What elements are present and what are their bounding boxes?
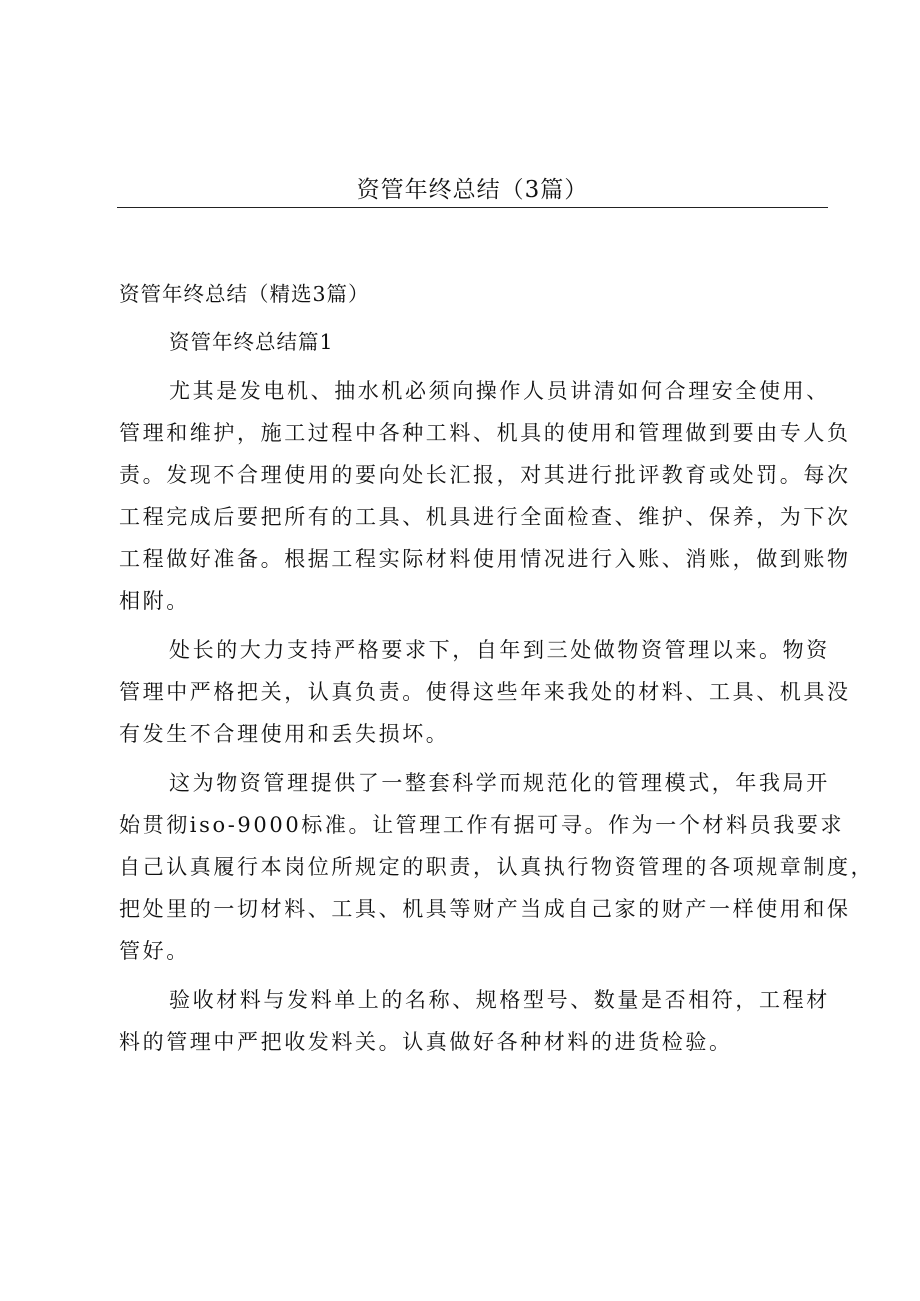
text-line: 料的管理中严把收发料关。认真做好各种材料的进货检验。 [119, 1030, 733, 1054]
text-line: 相附。 [119, 589, 190, 613]
document-subtitle: 资管年终总结（精选3篇） [119, 282, 370, 306]
text-line: 工程做好准备。根据工程实际材料使用情况进行入账、消账，做到账物 [119, 547, 851, 571]
paragraph-1 [119, 370, 851, 622]
text-line: 工程完成后要把所有的工具、机具进行全面检查、维护、保养，为下次 [119, 505, 851, 529]
text-line: 管理和维护，施工过程中各种工料、机具的使用和管理做到要由专人负 [119, 421, 851, 445]
text-line: 始贯彻iso-9000标准。让管理工作有据可寻。作为一个材料员我要求 [119, 813, 845, 837]
title-underline [117, 207, 828, 208]
section-heading: 资管年终总结篇1 [169, 330, 334, 354]
text-line: 这为物资管理提供了一整套科学而规范化的管理模式，年我局开 [169, 771, 830, 795]
text-line: 尤其是发电机、抽水机必须向操作人员讲清如何合理安全使用、 [169, 379, 830, 403]
text-line: 把处里的一切材料、工具、机具等财产当成自己家的财产一样使用和保 [119, 897, 851, 921]
text-line: 自己认真履行本岗位所规定的职责，认真执行物资管理的各项规章制度， [119, 855, 875, 879]
document-title: 资管年终总结（3篇） [356, 177, 589, 203]
paragraph-3 [119, 762, 875, 972]
text-line: 验收材料与发料单上的名称、规格型号、数量是否相符，工程材 [169, 988, 830, 1012]
paragraph-4 [119, 979, 829, 1063]
text-line: 管理中严格把关，认真负责。使得这些年来我处的材料、工具、机具没 [119, 680, 851, 704]
body-text [119, 370, 875, 1070]
text-line: 管好。 [119, 939, 190, 963]
text-line: 处长的大力支持严格要求下，自年到三处做物资管理以来。物资 [169, 638, 830, 662]
paragraph-2 [119, 629, 851, 755]
text-line: 责。发现不合理使用的要向处长汇报，对其进行批评教育或处罚。每次 [119, 463, 851, 487]
text-line: 有发生不合理使用和丢失损坏。 [119, 722, 450, 746]
